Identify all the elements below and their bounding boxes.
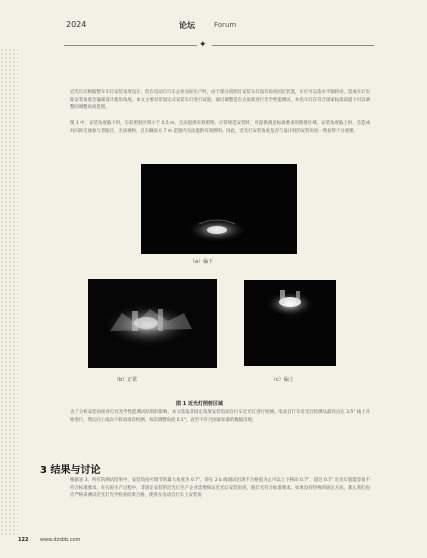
caption-a: （a）偏下 [190,259,214,265]
beam-down-image [141,164,297,254]
body-paragraph-4: 根据表 3，所有的测试结果中，安装角度可调节的最大角度为 0.7°，即在 2 b 线调试出现不合格值为止可以上下移动 0.7°，超过 0.7° 近光灯就能容易不符合标准要求。在实际生产过程中，非固定安装的近光灯生产企业需要保证近光灯安装角度，使灯光符合标准要求。如果没有特殊的固定方法，那么我们也应严格来测试近光灯光学检查结果合格，使得在电动自行车上安装角 [70,478,370,499]
figure-photo-c [244,280,336,366]
caption-c: （c）偏上 [271,377,294,383]
header-section-title: 论坛 [179,21,195,30]
body-paragraph-2: 图 1 中，安装角度偏下时，车前照射区域小于 0.5 m，无法提供有效照明。正常规范安装时，可提供满足标准要求的照射区域。安装角度偏上时，会造成对向的交通参与者眩目，无法视物，且车辆前方 7 m 范围内无法提供有效照明。因此，近光灯安装角度是否与设计时的安装角度一致显得十分重要。 [70,121,370,134]
figure-title: 图 1 近光灯照射区域 [176,401,223,407]
divider-star-icon: ✦ [199,40,207,50]
body-paragraph-3: 为了分析安装角度对灯具光学性能测试结果的影响，本文选取非固定角度安装电动自行车近光灯进行检测。电动自行车近光灯检测从最亮点在 3.5° 线上开始进行，然后向上或向下转动再次检测，每次调整角度 0.1°，直至不符合国家标准的数据出现。 [70,410,370,423]
figure-photo-b [88,279,217,368]
footer-url[interactable]: www.dzsbb.com [40,537,81,543]
caption-b: （b）正常 [114,377,138,383]
header-section-en: Forum [214,21,237,29]
beam-normal-image [88,279,217,368]
page-number: 122 [18,537,29,543]
section-heading: 3 结果与讨论 [40,465,101,476]
figure-photo-a [141,164,297,254]
header-rule-left [64,45,197,46]
body-paragraph-1: 近光灯应根据整车车灯安装角度设计，但在电动自行车企业实际生产时，由于部分前照灯安装车灯没有角度固定装置，车灯可以依水平轴转动，造成车灯实际安装角度会偏离设计使用角度。本文主要对非固定式安装车灯进行试验，通过调整是否点角度进行光学性能测试，并出车灯在符合国家标准前提下可以调整的调整角度范围。 [70,90,370,111]
header-rule-right [212,45,374,46]
beam-up-image [244,280,336,366]
header-year: 2024 [66,20,87,29]
sidebar-pattern [0,48,18,536]
